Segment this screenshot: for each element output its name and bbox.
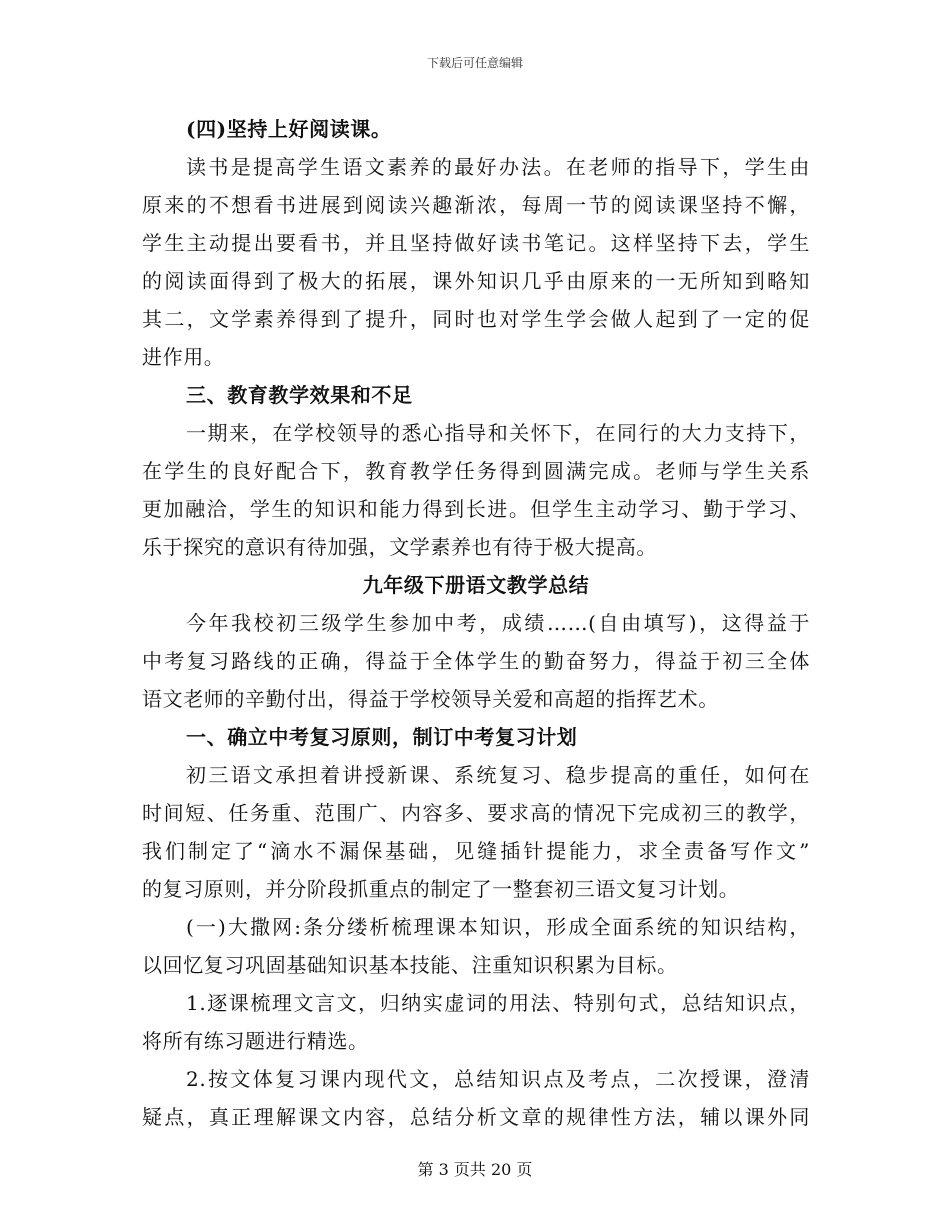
section-heading-effects: 三、教育教学效果和不足 — [186, 383, 413, 407]
paragraph-line: 我们制定了“滴水不漏保基础，见缝插针提能力，求全责备写作文” — [142, 839, 810, 863]
paragraph-line: 原来的不想看书进展到阅读兴趣渐浓，每周一节的阅读课坚持不懈， — [142, 193, 810, 217]
paragraph-line: 在学生的良好配合下，教育教学任务得到圆满完成。老师与学生关系 — [142, 459, 810, 483]
paragraph-line: 乐于探究的意识有待加强，文学素养也有待于极大提高。 — [142, 535, 657, 559]
paragraph-line: 时间短、任务重、范围广、内容多、要求高的情况下完成初三的教学， — [142, 801, 810, 825]
paragraph-line: 一期来，在学校领导的悉心指导和关怀下，在同行的大力支持下， — [186, 421, 810, 445]
paragraph-line: (一)大撒网:条分缕析梳理课本知识，形成全面系统的知识结构， — [186, 915, 810, 939]
page-header-note: 下载后可任意编辑 — [426, 56, 523, 70]
list-item-line: 将所有练习题进行精选。 — [142, 1029, 369, 1053]
paragraph-line: 今年我校初三级学生参加中考，成绩……(自由填写)，这得益于 — [186, 611, 810, 635]
subheading-reading-class: (四)坚持上好阅读课。 — [186, 117, 392, 141]
list-item-line: 2.按文体复习课内现代文，总结知识点及考点，二次授课，澄清 — [186, 1067, 810, 1091]
list-item-line: 1.逐课梳理文言文，归纳实虚词的用法、特别句式，总结知识点， — [186, 991, 810, 1015]
paragraph-line: 的阅读面得到了极大的拓展，课外知识几乎由原来的一无所知到略知 — [142, 269, 810, 293]
paragraph-line: 语文老师的辛勤付出，得益于学校领导关爱和高超的指挥艺术。 — [142, 687, 719, 711]
paragraph-line: 更加融洽，学生的知识和能力得到长进。但学生主动学习、勤于学习、 — [142, 497, 810, 521]
paragraph-line: 进作用。 — [142, 345, 225, 369]
paragraph-line: 的复习原则，并分阶段抓重点的制定了一整套初三语文复习计划。 — [142, 877, 740, 901]
paragraph-line: 以回忆复习巩固基础知识基本技能、注重知识积累为目标。 — [142, 953, 678, 977]
paragraph-line: 其二，文学素养得到了提升，同时也对学生学会做人起到了一定的促 — [142, 307, 810, 331]
paragraph-line: 学生主动提出要看书，并且坚持做好读书笔记。这样坚持下去，学生 — [142, 231, 810, 255]
paragraph-line: 中考复习路线的正确，得益于全体学生的勤奋努力，得益于初三全体 — [142, 649, 810, 673]
document-title: 九年级下册语文教学总结 — [362, 573, 590, 597]
list-item-line: 疑点，真正理解课文内容，总结分析文章的规律性方法，辅以课外同 — [142, 1105, 810, 1129]
paragraph-line: 读书是提高学生语文素养的最好办法。在老师的指导下，学生由 — [186, 155, 810, 179]
paragraph-line: 初三语文承担着讲授新课、系统复习、稳步提高的重任，如何在 — [186, 763, 810, 787]
document-body — [142, 110, 810, 1136]
section-heading-principles: 一、确立中考复习原则，制订中考复习计划 — [186, 725, 578, 749]
page-number-footer: 第 3 页共 20 页 — [417, 1160, 533, 1179]
